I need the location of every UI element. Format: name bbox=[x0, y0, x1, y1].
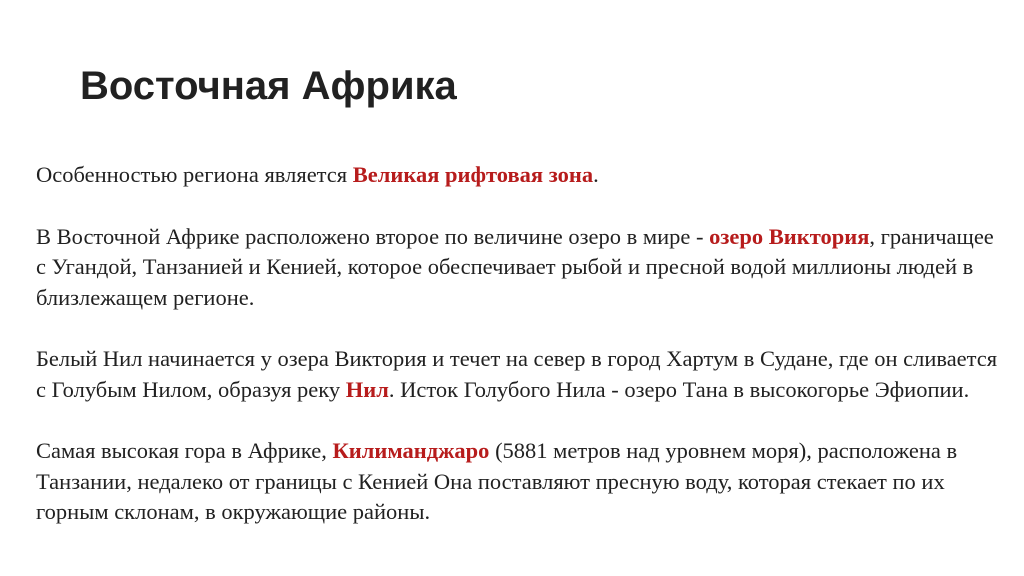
paragraph-rift-zone bbox=[36, 160, 1006, 191]
paragraph-spacer bbox=[36, 405, 1006, 436]
highlight-term: озеро Виктория bbox=[709, 223, 870, 249]
paragraph-text: , граничащее с Угандой, Танзанией и Кенией, которое обеспечивает рыбой и пресной водой миллионы людей в близлежащем регионе. bbox=[36, 223, 994, 310]
paragraph-text: . bbox=[593, 162, 599, 187]
paragraph-nile bbox=[36, 344, 1006, 405]
paragraph-spacer bbox=[36, 191, 1006, 222]
paragraph-text: Самая высокая гора в Африке, bbox=[36, 438, 333, 463]
paragraph-text: Особенностью региона является bbox=[36, 162, 353, 187]
slide-title: Восточная Африка bbox=[80, 64, 457, 108]
highlight-term: Нил bbox=[345, 376, 389, 402]
paragraph-spacer bbox=[36, 313, 1006, 344]
slide-body bbox=[36, 160, 1006, 528]
paragraph-text: Белый Нил начинается у озера Виктория и течет на север в город Хартум в Судане, где он сливается с Голубым Нилом, образуя реку bbox=[36, 346, 998, 402]
paragraph-kilimanjaro bbox=[36, 436, 1006, 528]
highlight-term: Килиманджаро bbox=[332, 438, 490, 463]
paragraph-lake-victoria bbox=[36, 222, 1006, 314]
highlight-term: Великая рифтовая зона bbox=[352, 162, 594, 187]
paragraph-text: (5881 метров над уровнем моря), расположена в Танзании, недалеко от границы с Кенией Она поставляют пресную воду, которая стекает по их горным склонам, в окружающие районы. bbox=[36, 438, 958, 524]
paragraph-text: В Восточной Африке расположено второе по величине озеро в мире - bbox=[36, 223, 710, 249]
paragraph-text: . Исток Голубого Нила - озеро Тана в высокогорье Эфиопии. bbox=[388, 376, 970, 402]
